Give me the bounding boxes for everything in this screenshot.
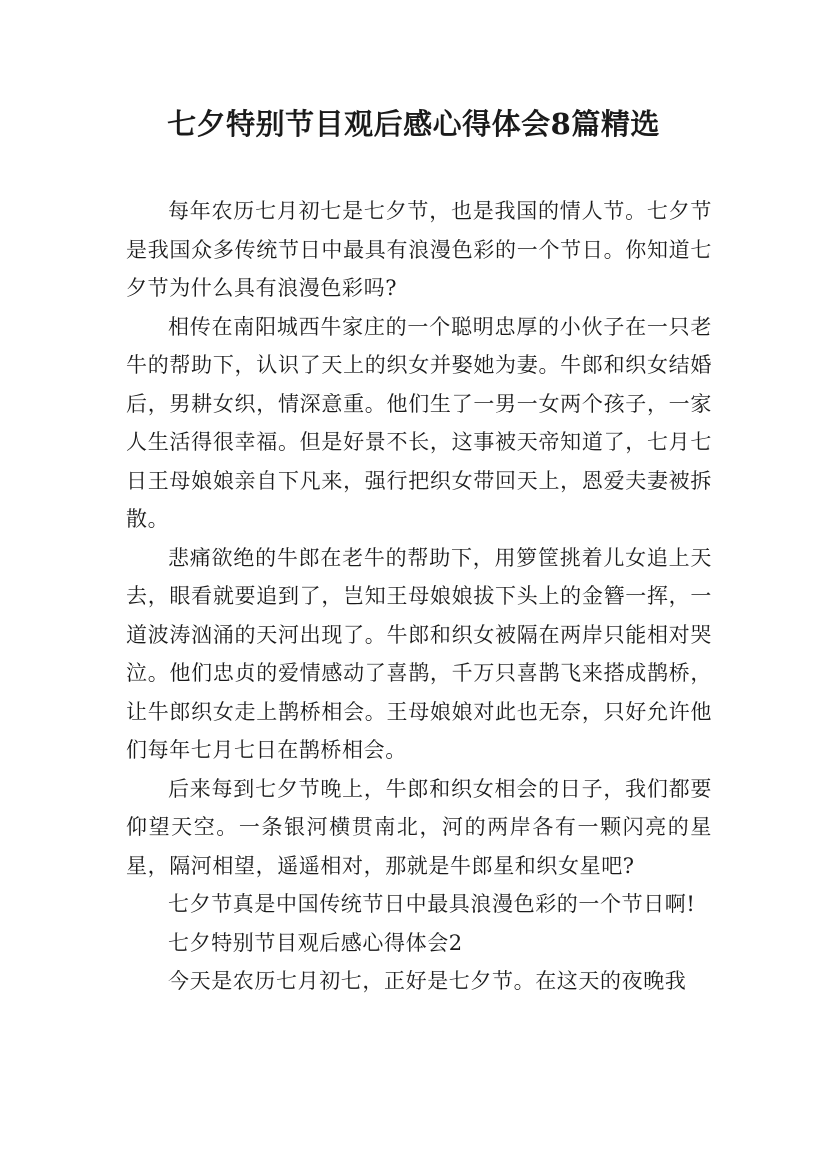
section-heading-2: 七夕特别节目观后感心得体会2	[168, 930, 463, 955]
paragraph-1: 每年农历七月初七是七夕节，也是我国的情人节。七夕节是我国众多传统节日中最具有浪漫色彩的一个节日。你知道七夕节为什么具有浪漫色彩吗?	[126, 199, 712, 300]
paragraph-4: 后来每到七夕节晚上，牛郎和织女相会的日子，我们都要仰望天空。一条银河横贯南北，河的两岸各有一颗闪亮的星星，隔河相望，遥遥相对，那就是牛郎星和织女星吧?	[126, 776, 712, 878]
paragraph-5: 七夕节真是中国传统节日中最具浪漫色彩的一个节日啊!	[168, 892, 696, 916]
document-body	[126, 192, 712, 1001]
paragraph-3: 悲痛欲绝的牛郎在老牛的帮助下，用箩筐挑着儿女追上天去，眼看就要追到了，岂知王母娘娘拔下头上的金簪一挥，一道波涛汹涌的天河出现了。牛郎和织女被隔在两岸只能相对哭泣。他们忠贞的爱情感动了喜鹊，千万只喜鹊飞来搭成鹊桥，让牛郎织女走上鹊桥相会。王母娘娘对此也无奈，只好允许他们每年七月七日在鹊桥相会。	[126, 545, 712, 762]
paragraph-6: 今天是农历七月初七，正好是七夕节。在这天的夜晚我	[168, 969, 687, 993]
paragraph-2: 相传在南阳城西牛家庄的一个聪明忠厚的小伙子在一只老牛的帮助下，认识了天上的织女并娶她为妻。牛郎和织女结婚后，男耕女织，情深意重。他们生了一男一女两个孩子，一家人生活得很幸福。但是好景不长，这事被天帝知道了，七月七日王母娘娘亲自下凡来，强行把织女带回天上，恩爱夫妻被拆散。	[126, 314, 712, 531]
document-title: 七夕特别节目观后感心得体会8篇精选	[167, 107, 660, 141]
